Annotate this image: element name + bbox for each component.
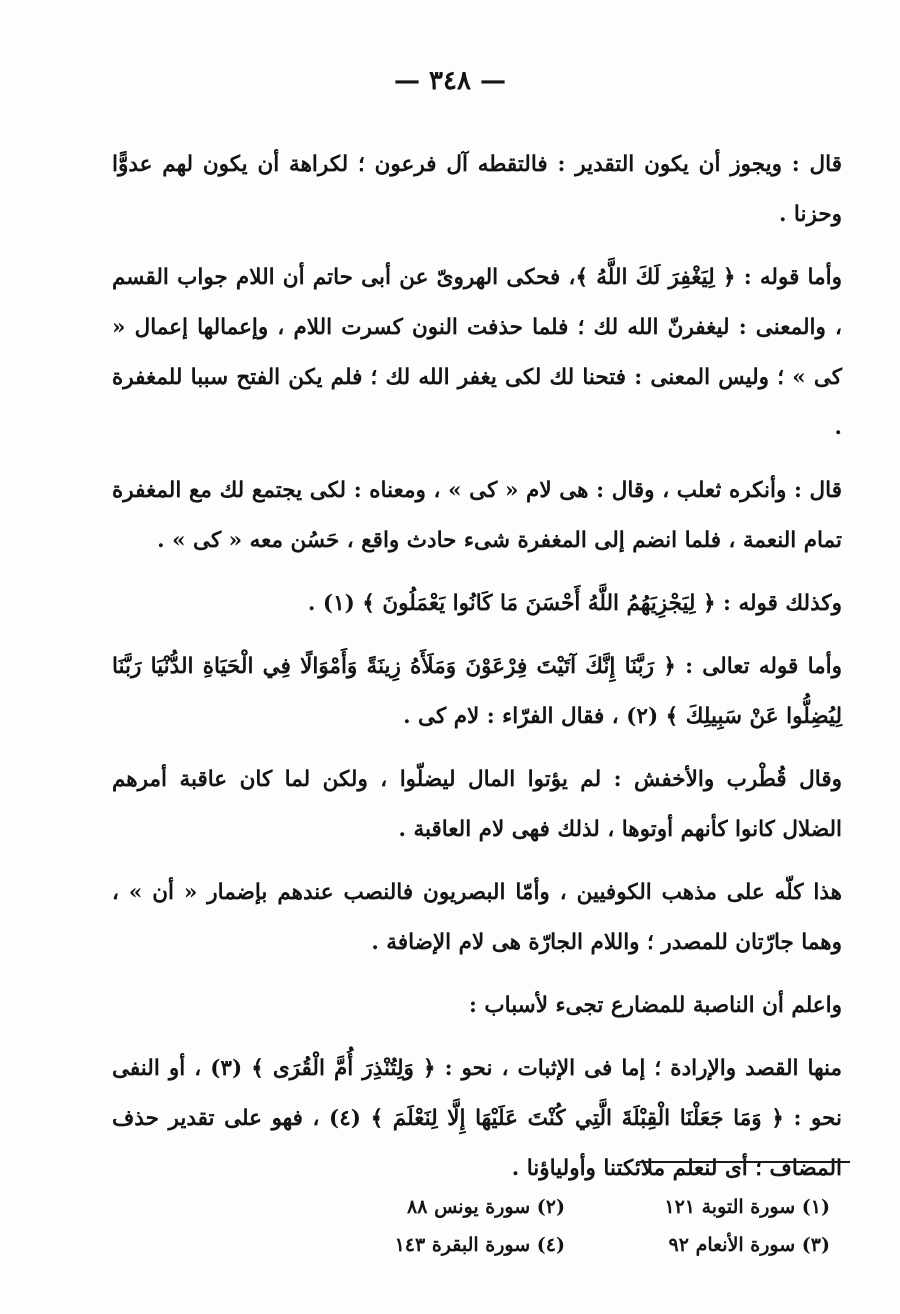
paragraph-4: وكذلك قوله : ﴿ لِيَجْزِيَهُمُ اللَّهُ أَحْسَنَ مَا كَانُوا يَعْمَلُونَ ﴾ (١) . [307,591,842,616]
page-number: — ٣٤٨ — [393,66,507,96]
footnote-2: (٢) سورة يونس ٨٨ [407,1196,565,1218]
main-text [112,140,842,1207]
paragraph-8: واعلم أن الناصبة للمضارع تجىء لأسباب : [468,993,842,1018]
paragraph-9: منها القصد والإرادة ؛ إما فى الإثبات ، نحو : ﴿ وَلِتُنْذِرَ أُمَّ الْقُرَى ﴾ (٣) ، أو النفى نحو : ﴿ وَمَا جَعَلْنَا الْقِبْلَةَ الَّتِي كُنْتَ عَلَيْهَا إِلَّا لِنَعْلَمَ ﴾ (٤) ، فهو على تقدير حذف المضاف ؛ أى لنعلم ملائكتنا وأولياؤنا . [112,1056,843,1181]
paragraph-6: وقال قُطْرب والأخفش : لم يؤتوا المال ليضلّوا ، ولكن لما كان عاقبة أمرهم الضلال كانوا كأنهم أوتوها ، لذلك فهى لام العاقبة . [112,767,842,842]
footnote-3: (٣) سورة الأنعام ٩٢ [668,1234,830,1256]
paragraph-7: هذا كلّه على مذهب الكوفيين ، وأمّا البصريون فالنصب عندهم بإضمار « أن » ، وهما جارّتان للمصدر ؛ واللام الجارّة هى لام الإضافة . [112,880,842,955]
paragraph-2: وأما قوله : ﴿ لِيَغْفِرَ لَكَ اللَّهُ ﴾، فحكى الهروىّ عن أبى حاتم أن اللام جواب القسم ، والمعنى : ليغفرنّ الله لك ؛ فلما حذفت النون كسرت اللام ، وإعمالها إعمال « كى » ؛ وليس المعنى : فتحنا لك لكى يغفر الله لك ؛ فلم يكن الفتح سببا للمغفرة . [112,265,842,440]
footnotes [300,1194,830,1258]
paragraph-1: قال : ويجوز أن يكون التقدير : فالتقطه آل فرعون ؛ لكراهة أن يكون لهم عدوًّا وحزنا . [112,152,842,227]
paragraph-3: قال : وأنكره ثعلب ، وقال : هى لام « كى » ، ومعناه : لكى يجتمع لك مع المغفرة تمام النعمة ، فلما انضم إلى المغفرة شىء حادث واقع ، حَسُن معه « كى » . [112,478,842,553]
footnote-divider [640,1161,850,1163]
footnote-1: (١) سورة التوبة ١٢١ [664,1196,830,1218]
footnote-4: (٤) سورة البقرة ١٤٣ [394,1234,565,1256]
paragraph-5: وأما قوله تعالى : ﴿ رَبَّنَا إِنَّكَ آتَيْتَ فِرْعَوْنَ وَمَلَأَهُ زِينَةً وَأَمْوَالًا فِي الْحَيَاةِ الدُّنْيَا رَبَّنَا لِيُضِلُّوا عَنْ سَبِيلِكَ ﴾ (٢) ، فقال الفرّاء : لام كى . [112,654,842,729]
